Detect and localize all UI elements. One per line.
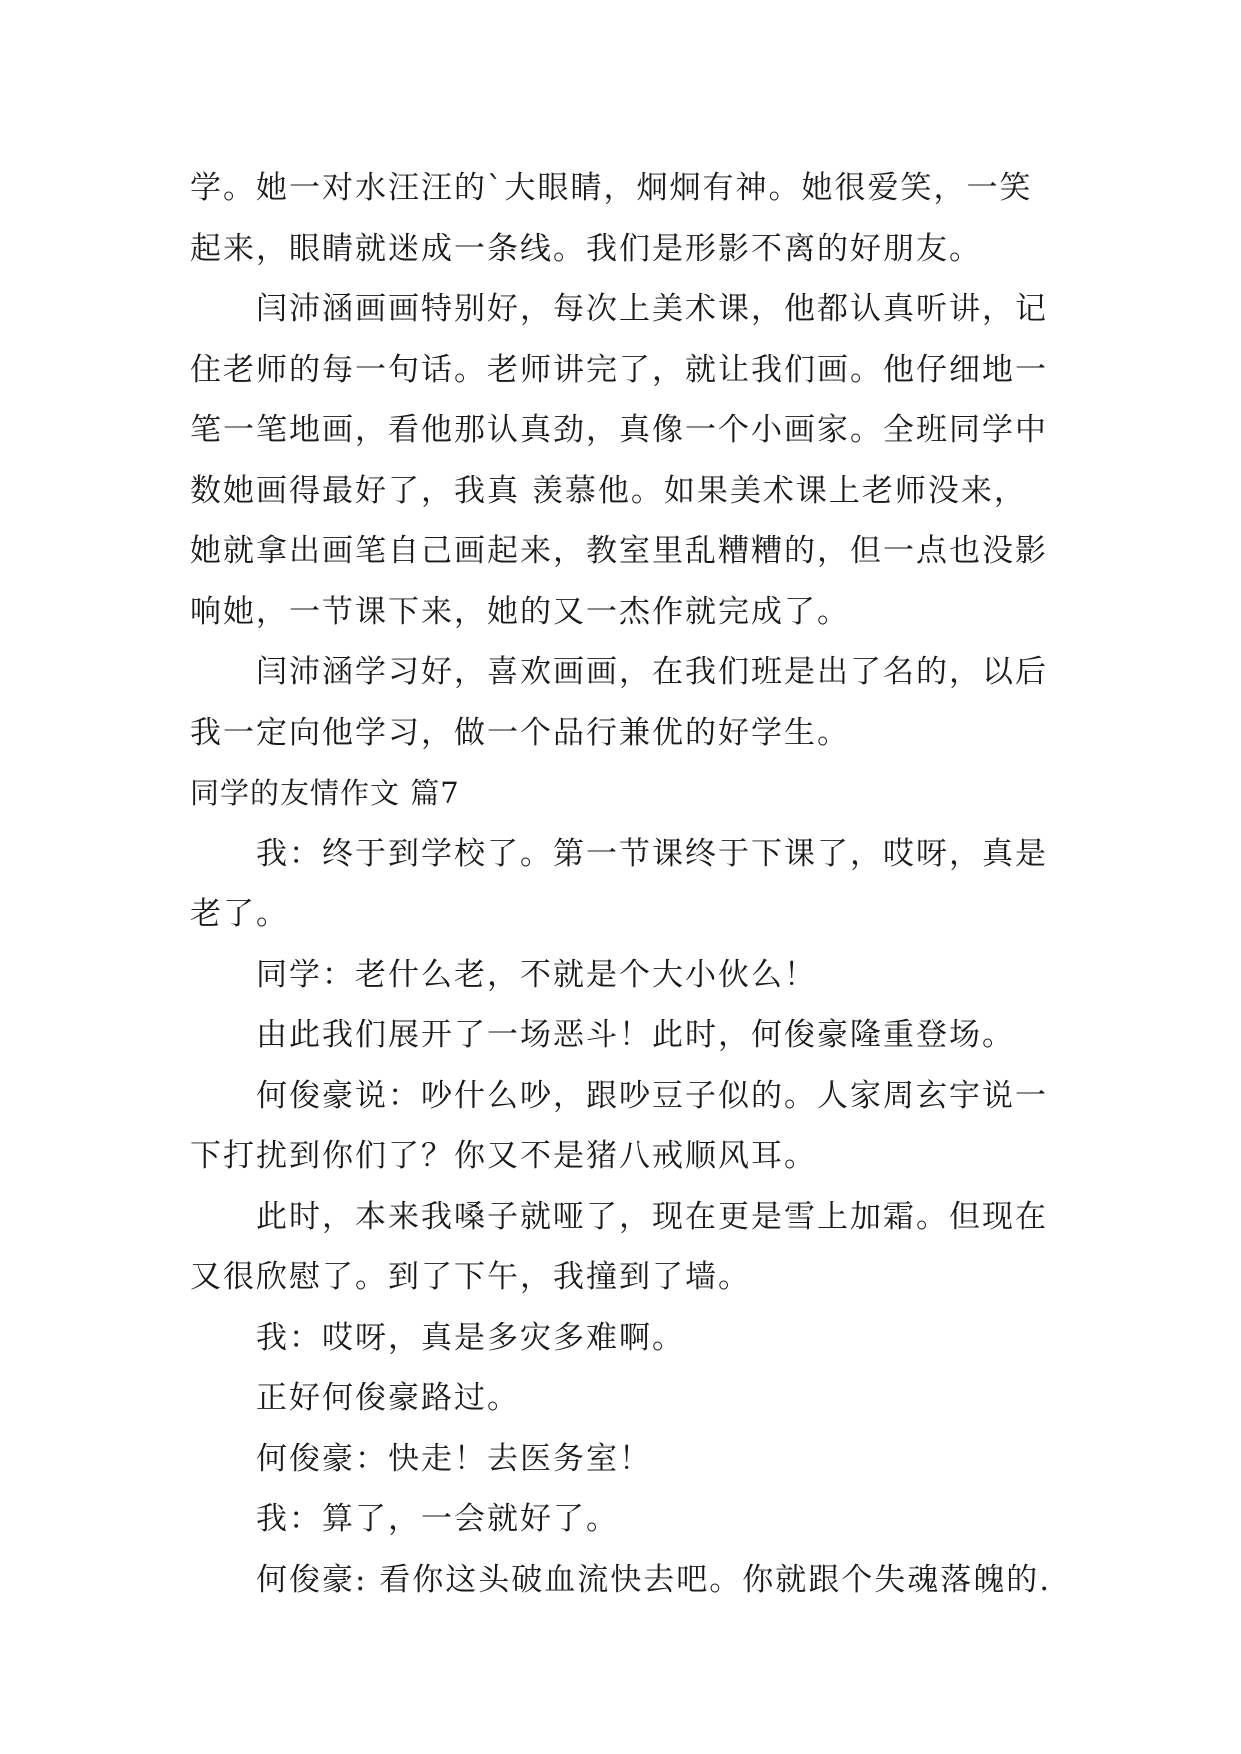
text-line: 住老师的每一句话。老师讲完了，就让我们画。他仔细地一 bbox=[190, 351, 1048, 388]
text-line: 起来，眼睛就迷成一条线。我们是形影不离的好朋友。 bbox=[190, 230, 982, 267]
text-line: 我一定向他学习，做一个品行兼优的好学生。 bbox=[190, 714, 850, 751]
text-line: 数她画得最好了，我真 羡慕他。如果美术课上老师没来， bbox=[190, 472, 1027, 509]
paragraph-start-line: 由此我们展开了一场恶斗！此时，何俊豪隆重登场。 bbox=[256, 1017, 1015, 1053]
paragraph-start-line: 我：算了，一会就好了。 bbox=[256, 1501, 619, 1537]
paragraph-start-line: 我：哎呀，真是多灾多难啊。 bbox=[256, 1319, 685, 1356]
paragraph-start-line: 我：终于到学校了。第一节课终于下课了，哎呀，真是 bbox=[256, 835, 1048, 872]
document-body bbox=[190, 158, 1070, 1610]
paragraph-start-line: 何俊豪: 看你这头破血流快去吧。你就跟个失魂落魄的. bbox=[256, 1561, 1052, 1598]
section-heading: 同学的友情作文 篇7 bbox=[190, 776, 460, 810]
text-line: 她就拿出画笔自己画起来，教室里乱糟糟的，但一点也没影 bbox=[190, 533, 1048, 569]
paragraph-start-line: 闫沛涵学习好，喜欢画画，在我们班是出了名的，以后 bbox=[256, 654, 1048, 690]
paragraph-start-line: 何俊豪：快走！去医务室！ bbox=[256, 1440, 652, 1477]
text-line: 学。她一对水汪汪的`大眼睛，炯炯有神。她很爱笑，一笑 bbox=[190, 170, 1033, 206]
text-line: 下打扰到你们了？你又不是猪八戒顺风耳。 bbox=[190, 1138, 817, 1174]
paragraph-start-line: 此时，本来我嗓子就哑了，现在更是雪上加霜。但现在 bbox=[256, 1198, 1048, 1235]
text-line: 老了。 bbox=[190, 896, 289, 932]
text-line: 笔一笔地画，看他那认真劲，真像一个小画家。全班同学中 bbox=[190, 412, 1048, 448]
paragraph-start-line: 闫沛涵画画特别好，每次上美术课，他都认真听讲，记 bbox=[256, 291, 1048, 327]
paragraph-start-line: 同学：老什么老，不就是个大小伙么！ bbox=[256, 956, 817, 993]
text-line: 响她，一节课下来，她的又一杰作就完成了。 bbox=[190, 593, 850, 630]
text-line: 又很欣慰了。到了下午，我撞到了墙。 bbox=[190, 1259, 751, 1295]
paragraph-start-line: 何俊豪说：吵什么吵，跟吵豆子似的。人家周玄宇说一 bbox=[256, 1077, 1048, 1114]
paragraph-start-line: 正好何俊豪路过。 bbox=[256, 1380, 520, 1416]
